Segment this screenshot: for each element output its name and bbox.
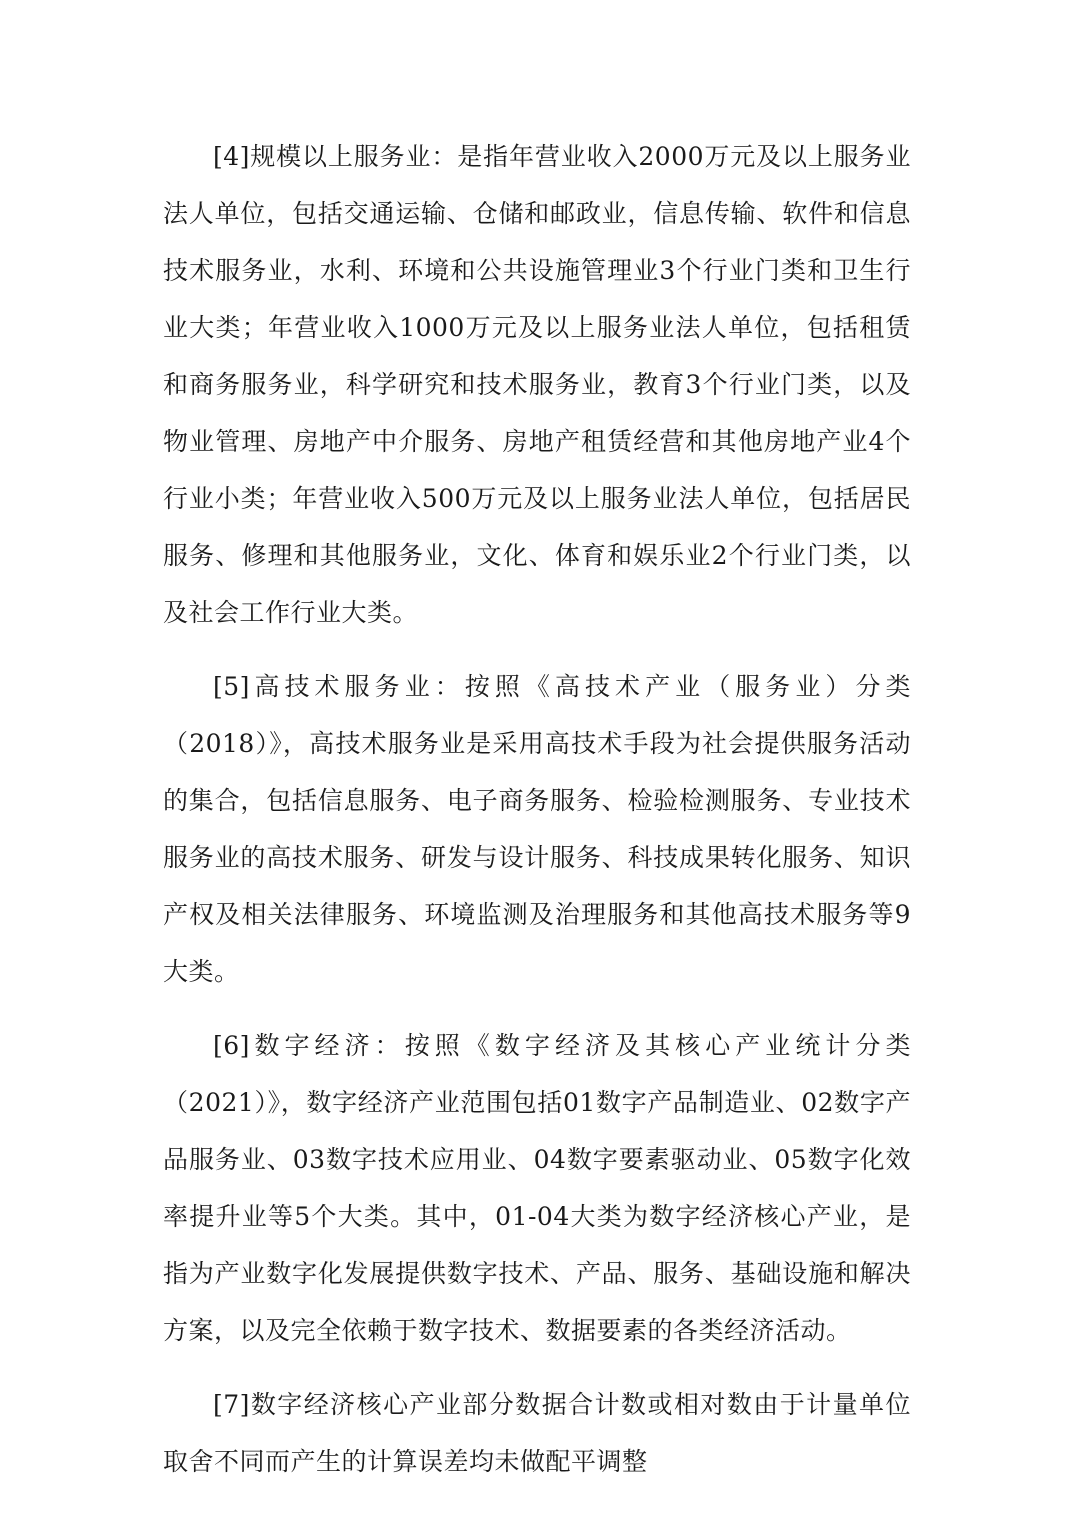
footnote-5: [5]高技术服务业：按照《高技术产业（服务业）分类（2018）》，高技术服务业是采用高技术手段为社会提供服务活动的集合，包括信息服务、电子商务服务、检验检测服务、专业技术服务业的高技术服务、研发与设计服务、科技成果转化服务、知识产权及相关法律服务、环境监测及治理服务和其他高技术服务等9大类。 — [163, 672, 911, 986]
footnote-4: [4]规模以上服务业：是指年营业收入2000万元及以上服务业法人单位，包括交通运输、仓储和邮政业，信息传输、软件和信息技术服务业，水利、环境和公共设施管理业3个行业门类和卫生行业大类；年营业收入1000万元及以上服务业法人单位，包括租赁和商务服务业，科学研究和技术服务业，教育3个行业门类，以及物业管理、房地产中介服务、房地产租赁经营和其他房地产业4个行业小类；年营业收入500万元及以上服务业法人单位，包括居民服务、修理和其他服务业，文化、体育和娱乐业2个行业门类，以及社会工作行业大类。 — [163, 142, 911, 627]
footnote-6: [6]数字经济：按照《数字经济及其核心产业统计分类（2021）》，数字经济产业范围包括01数字产品制造业、02数字产品服务业、03数字技术应用业、04数字要素驱动业、05数字化效率提升业等5个大类。其中，01-04大类为数字经济核心产业，是指为产业数字化发展提供数字技术、产品、服务、基础设施和解决方案，以及完全依赖于数字技术、数据要素的各类经济活动。 — [163, 1031, 911, 1345]
footnote-7: [7]数字经济核心产业部分数据合计数或相对数由于计量单位取舍不同而产生的计算误差均未做配平调整 — [163, 1390, 911, 1476]
footnotes-body — [163, 128, 911, 1490]
